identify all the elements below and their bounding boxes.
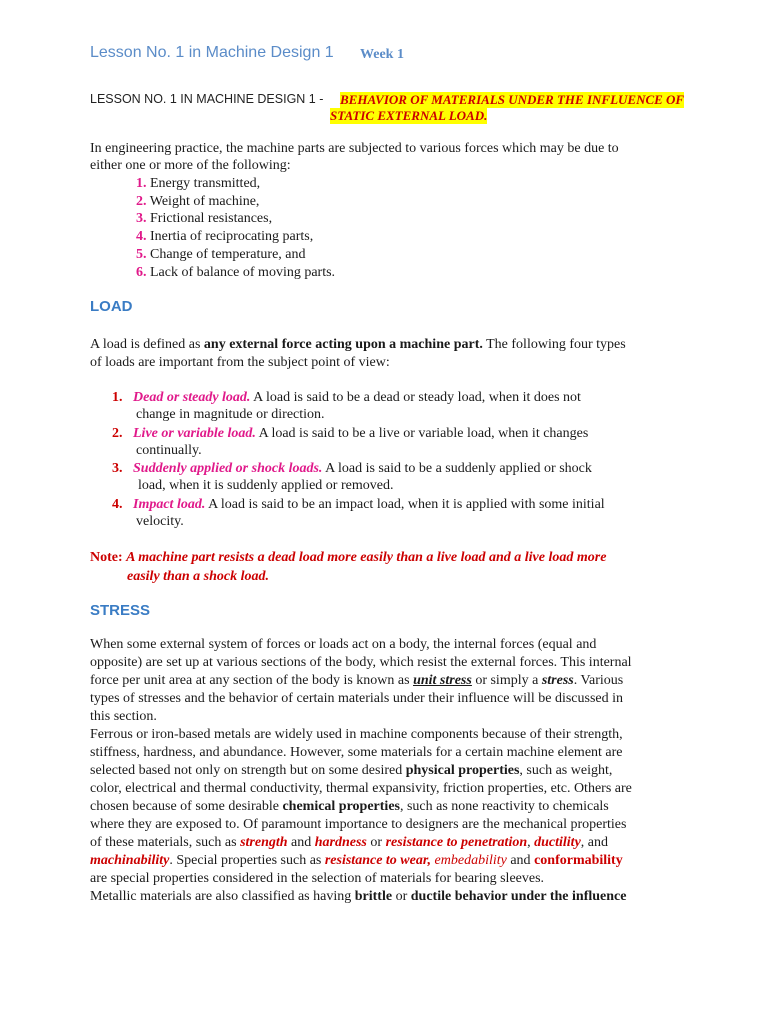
stress-p1-line: When some external system of forces or loads act on a body, the internal forces (equal and (90, 637, 597, 652)
load-note-line2: easily than a shock load. (127, 569, 269, 584)
intro-item: 5. Change of temperature, and (136, 247, 306, 262)
stress-p2-line: where they are exposed to. Of paramount importance to designers are the mechanical properties (90, 817, 627, 832)
intro-line2: either one or more of the following: (90, 158, 291, 173)
load-type-item: 1. Dead or steady load. A load is said to be a dead or steady load, when it does not (112, 390, 581, 405)
lesson-prefix: LESSON NO. 1 IN MACHINE DESIGN 1 - (90, 92, 324, 106)
stress-p2-line: stiffness, hardness, and abundance. However, some materials for a certain machine element are (90, 745, 623, 760)
stress-p3-line: Metallic materials are also classified as having brittle or ductile behavior under the influence (90, 889, 627, 904)
stress-p2-line: Ferrous or iron-based metals are widely used in machine components because of their strength, (90, 727, 623, 742)
load-type-item-cont: continually. (136, 443, 202, 458)
stress-p1-line: force per unit area at any section of the body is known as unit stress or simply a stress. Various (90, 673, 624, 688)
stress-p2-line: color, electrical and thermal conductivity, thermal expansivity, friction properties, etc. Others are (90, 781, 632, 796)
intro-line1: In engineering practice, the machine parts are subjected to various forces which may be due to (90, 141, 619, 156)
header-week: Week 1 (360, 47, 404, 62)
section-heading-stress: STRESS (90, 602, 151, 619)
lesson-topic-line2: STATIC EXTERNAL LOAD. (330, 108, 488, 123)
stress-p2-line: of these materials, such as strength and hardness or resistance to penetration, ductility, and (90, 835, 609, 850)
stress-p2-line: are special properties considered in the selection of materials for bearing sleeves. (90, 871, 545, 886)
stress-p1-line: opposite) are set up at various sections of the body, which resist the external forces. This internal (90, 655, 632, 670)
stress-p1-line: this section. (90, 709, 157, 724)
load-note-line1: Note: A machine part resists a dead load more easily than a live load and a live load more (90, 550, 607, 565)
header-title: Lesson No. 1 in Machine Design 1 (90, 44, 334, 61)
lesson-topic-line1: BEHAVIOR OF MATERIALS UNDER THE INFLUENCE OF (340, 92, 685, 107)
stress-p1-line: types of stresses and the behavior of certain materials under their influence will be discussed in (90, 691, 623, 706)
intro-item: 3. Frictional resistances, (136, 211, 273, 226)
intro-item: 1. Energy transmitted, (136, 176, 261, 191)
stress-p2-line: machinability. Special properties such as resistance to wear, embedability and conformability (90, 853, 623, 868)
stress-p2-line: selected based not only on strength but on some desired physical properties, such as weight, (90, 763, 613, 778)
intro-item: 4. Inertia of reciprocating parts, (136, 229, 314, 244)
stress-p2-line: chosen because of some desirable chemical properties, such as none reactivity to chemicals (90, 799, 609, 814)
load-type-item-cont: load, when it is suddenly applied or removed. (138, 478, 394, 493)
load-type-item-cont: change in magnitude or direction. (136, 407, 325, 422)
load-type-item: 2. Live or variable load. A load is said to be a live or variable load, when it changes (112, 426, 589, 441)
load-type-item: 3. Suddenly applied or shock loads. A load is said to be a suddenly applied or shock (112, 461, 592, 476)
intro-item: 6. Lack of balance of moving parts. (136, 265, 336, 280)
load-definition-line1: A load is defined as any external force acting upon a machine part. The following four types (90, 337, 626, 352)
load-type-item: 4. Impact load. A load is said to be an impact load, when it is applied with some initial (112, 497, 605, 512)
section-heading-load: LOAD (90, 298, 133, 315)
intro-item: 2. Weight of machine, (136, 194, 260, 209)
load-type-item-cont: velocity. (136, 514, 184, 529)
load-definition-line2: of loads are important from the subject point of view: (90, 355, 390, 370)
